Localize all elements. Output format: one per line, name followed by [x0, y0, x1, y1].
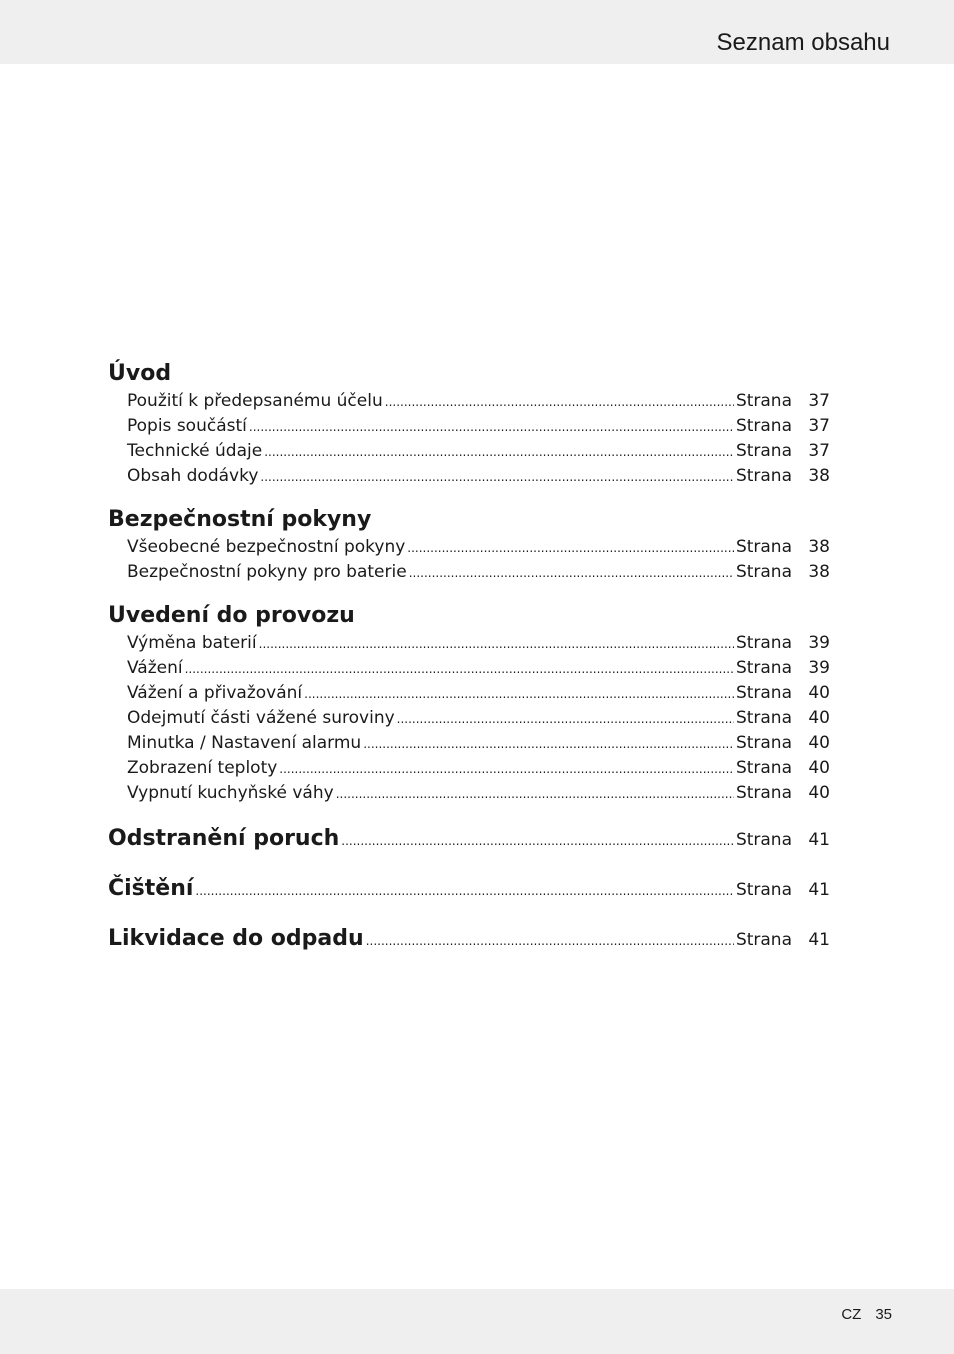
dot-leader: [185, 656, 734, 682]
entry-strana: Strana: [735, 537, 792, 557]
entry-strana: Strana: [735, 633, 792, 653]
entry-page: 40: [808, 683, 830, 703]
entry-strana: Strana: [735, 708, 792, 728]
table-of-contents: [108, 359, 830, 972]
page-title: Seznam obsahu: [716, 29, 890, 56]
entry-page: 38: [808, 562, 830, 582]
footer-page-info: [841, 1305, 892, 1325]
entry-strana: Strana: [735, 830, 792, 850]
toc-entry: [108, 756, 830, 781]
entry-page: 41: [808, 930, 830, 950]
entry-strana: Strana: [735, 391, 792, 411]
entry-page: 39: [808, 633, 830, 653]
dot-leader: [341, 823, 734, 858]
entry-strana: Strana: [735, 758, 792, 778]
toc-entry: [108, 781, 830, 806]
entry-label: Všeobecné bezpečnostní pokyny: [127, 537, 406, 557]
entry-strana: Strana: [735, 733, 792, 753]
entry-strana: Strana: [735, 683, 792, 703]
entry-label: Popis součástí: [127, 416, 247, 436]
entry-label: Odejmutí části vážené suroviny: [127, 708, 395, 728]
entry-strana: Strana: [735, 880, 792, 900]
entry-page: 37: [808, 441, 830, 461]
toc-heading-cisteni: [108, 872, 830, 906]
toc-entry: [108, 535, 830, 560]
entry-strana: Strana: [735, 930, 792, 950]
entry-strana: Strana: [735, 416, 792, 436]
dot-leader: [304, 681, 734, 707]
toc-entry: [108, 706, 830, 731]
toc-section-uvedeni-do-provozu: [108, 601, 830, 806]
footer-page-number: 35: [875, 1306, 892, 1323]
toc-entry: [108, 631, 830, 656]
section-title: Uvedení do provozu: [108, 603, 355, 628]
entry-page: 37: [808, 416, 830, 436]
entry-page: 41: [808, 880, 830, 900]
dot-leader: [409, 560, 734, 586]
entry-strana: Strana: [735, 783, 792, 803]
entry-label: Minutka / Nastavení alarmu: [127, 733, 362, 753]
entry-page: 41: [808, 830, 830, 850]
toc-entry: [108, 414, 830, 439]
dot-leader: [264, 439, 734, 465]
footer-bar: [0, 1289, 954, 1354]
entry-page: 40: [808, 708, 830, 728]
footer-language: CZ: [841, 1306, 862, 1323]
toc-entry: [108, 731, 830, 756]
entry-page: 39: [808, 658, 830, 678]
heading-label: Odstranění poruch: [108, 826, 340, 851]
section-title: Úvod: [108, 361, 172, 386]
dot-leader: [366, 923, 734, 958]
entry-label: Zobrazení teploty: [127, 758, 278, 778]
dot-leader: [279, 756, 734, 782]
entry-strana: Strana: [735, 562, 792, 582]
entry-page: 38: [808, 466, 830, 486]
entry-label: Bezpečnostní pokyny pro baterie: [127, 562, 407, 582]
entry-strana: Strana: [735, 658, 792, 678]
dot-leader: [259, 631, 734, 657]
entry-page: 40: [808, 783, 830, 803]
entry-label: Vypnutí kuchyňské váhy: [127, 783, 334, 803]
entry-strana: Strana: [735, 466, 792, 486]
toc-heading-likvidace-do-odpadu: [108, 922, 830, 956]
dot-leader: [195, 873, 734, 908]
dot-leader: [385, 389, 734, 415]
dot-leader: [249, 414, 734, 440]
entry-page: 37: [808, 391, 830, 411]
toc-entry: [108, 464, 830, 489]
entry-label: Vážení: [127, 658, 183, 678]
toc-entry: [108, 439, 830, 464]
dot-leader: [407, 535, 734, 561]
heading-label: Čištění: [108, 876, 194, 901]
toc-entry: [108, 389, 830, 414]
dot-leader: [363, 731, 734, 757]
entry-label: Výměna baterií: [127, 633, 257, 653]
heading-label: Likvidace do odpadu: [108, 926, 364, 951]
entry-page: 38: [808, 537, 830, 557]
toc-section-bezpecnostni-pokyny: [108, 505, 830, 585]
toc-section-uvod: [108, 359, 830, 489]
toc-entry: [108, 656, 830, 681]
entry-strana: Strana: [735, 441, 792, 461]
entry-label: Technické údaje: [127, 441, 263, 461]
entry-label: Použití k předepsanému účelu: [127, 391, 383, 411]
entry-label: Obsah dodávky: [127, 466, 259, 486]
entry-page: 40: [808, 758, 830, 778]
toc-entry: [108, 681, 830, 706]
dot-leader: [260, 464, 734, 490]
toc-entry: [108, 560, 830, 585]
dot-leader: [397, 706, 734, 732]
entry-label: Vážení a přivažování: [127, 683, 303, 703]
entry-page: 40: [808, 733, 830, 753]
toc-heading-odstraneni-poruch: [108, 822, 830, 856]
section-title: Bezpečnostní pokyny: [108, 507, 372, 532]
dot-leader: [336, 781, 734, 807]
